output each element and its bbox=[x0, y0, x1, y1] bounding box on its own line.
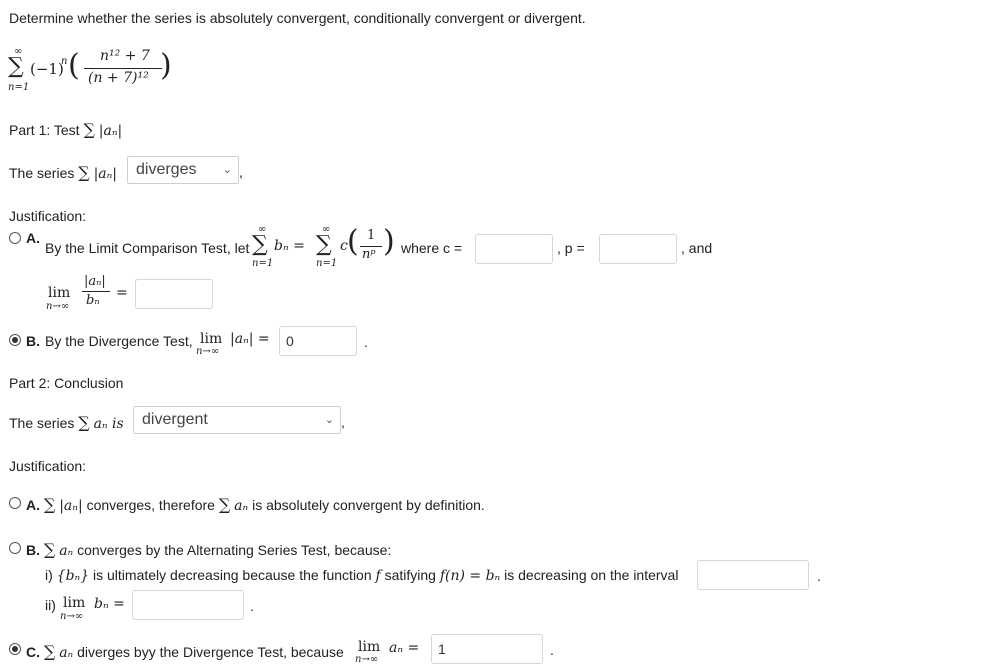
an-eq: aₙ = bbox=[389, 640, 420, 656]
comma: , bbox=[341, 414, 345, 430]
ratio-num: |aₙ| bbox=[84, 274, 106, 289]
lim-label: lim bbox=[358, 639, 381, 655]
sigma-icon: ∑ bbox=[83, 120, 95, 139]
sum-upper: ∞ bbox=[258, 224, 267, 235]
period: . bbox=[817, 568, 821, 584]
an: aₙ bbox=[234, 498, 249, 514]
part1-option-a-letter: A. bbox=[26, 230, 40, 246]
part2-series-line bbox=[9, 412, 124, 434]
sum-upper: ∞ bbox=[322, 224, 331, 235]
sigma-icon: ∑ bbox=[316, 232, 332, 257]
lim-sub: n→∞ bbox=[46, 301, 70, 312]
question-text: Determine whether the series is absolutely convergent, conditionally convergent or divergent. bbox=[9, 10, 586, 26]
abs-an-eq: |aₙ| = bbox=[230, 331, 270, 347]
comma: , bbox=[239, 164, 243, 180]
condition-i-text2: satifying bbox=[384, 567, 436, 583]
sigma-icon: ∑ bbox=[43, 642, 56, 661]
part2-option-b-letter: B. bbox=[26, 542, 40, 558]
part2-option-c-letter: C. bbox=[26, 644, 40, 660]
sigma-icon: ∑ bbox=[43, 540, 56, 559]
sum-lower-limit: n=1 bbox=[8, 82, 30, 93]
part2-option-a-radio[interactable] bbox=[9, 497, 21, 509]
lim-label: lim bbox=[63, 595, 86, 611]
part2-dropdown-value: divergent bbox=[142, 411, 208, 428]
sign-exponent: n bbox=[61, 56, 68, 67]
part2-title: Part 2: Conclusion bbox=[9, 375, 124, 391]
lim-label: lim bbox=[48, 285, 71, 301]
part1-divergence-limit-input[interactable]: 0 bbox=[279, 326, 357, 356]
an: aₙ bbox=[59, 543, 74, 559]
part1-option-b-radio[interactable] bbox=[9, 334, 21, 346]
sigma-icon: ∑ bbox=[43, 495, 56, 514]
lim-sub: n→∞ bbox=[196, 346, 220, 357]
part1-series-line bbox=[9, 162, 117, 184]
right-paren: ) bbox=[383, 224, 395, 259]
sigma-icon: ∑ bbox=[252, 232, 268, 257]
equals: = bbox=[116, 285, 128, 301]
part2-justification-label: Justification: bbox=[9, 458, 87, 474]
limit-value-input[interactable] bbox=[135, 279, 213, 309]
period: . bbox=[250, 598, 254, 614]
right-paren: ) bbox=[160, 48, 172, 83]
ratio-den: bₙ bbox=[86, 293, 100, 308]
part1-option-b-text: By the Divergence Test, bbox=[45, 333, 193, 349]
part2-divergence-limit-input[interactable]: 1 bbox=[431, 634, 543, 664]
condition-i bbox=[45, 567, 678, 584]
part1-sum-label: |aₙ| bbox=[98, 123, 123, 139]
interval-input[interactable] bbox=[697, 560, 809, 590]
part2-option-c bbox=[26, 641, 344, 663]
sigma-icon: ∑ bbox=[78, 163, 90, 182]
condition-i-prefix: i) bbox=[45, 567, 53, 583]
part2-option-a bbox=[26, 494, 485, 516]
part2-option-c-text: diverges byy the Divergence Test, because bbox=[77, 644, 344, 660]
part2-option-a-text1: converges, therefore bbox=[86, 497, 215, 513]
numerator: n¹² + 7 bbox=[100, 48, 150, 64]
chevron-down-icon: ⌄ bbox=[222, 164, 232, 176]
bn-limit-input[interactable] bbox=[132, 590, 244, 620]
period: . bbox=[550, 642, 554, 658]
sigma-icon: ∑ bbox=[218, 495, 231, 514]
fraction-bar bbox=[82, 291, 110, 292]
sigma-icon: ∑ bbox=[8, 54, 24, 79]
part2-an-is: aₙ is bbox=[93, 416, 124, 432]
part2-series-prefix: The series bbox=[9, 415, 75, 431]
part1-abs-an: |aₙ| bbox=[93, 166, 118, 182]
sum-lower: n=1 bbox=[252, 258, 274, 269]
where-c-label: where c = bbox=[401, 240, 463, 256]
period: . bbox=[364, 334, 368, 350]
part1-justification-label: Justification: bbox=[9, 208, 87, 224]
condition-i-text3: is decreasing on the interval bbox=[504, 567, 679, 583]
sign-term: (−1) bbox=[30, 60, 64, 78]
sum-upper-limit: ∞ bbox=[14, 46, 23, 57]
bn-eq: bₙ = bbox=[94, 596, 125, 612]
part2-option-b-text: converges by the Alternating Series Test, because: bbox=[77, 542, 392, 558]
an: aₙ bbox=[59, 645, 74, 661]
c-value-input[interactable] bbox=[475, 234, 553, 264]
chevron-down-icon: ⌄ bbox=[324, 414, 334, 426]
and-label: , and bbox=[681, 240, 713, 256]
part2-option-b-radio[interactable] bbox=[9, 542, 21, 554]
left-paren: ( bbox=[68, 48, 80, 83]
abs-an: |aₙ| bbox=[59, 498, 83, 514]
part2-option-b bbox=[26, 539, 391, 561]
frac-den: nᵖ bbox=[362, 247, 376, 262]
part2-option-a-letter: A. bbox=[26, 497, 40, 513]
sum-lower: n=1 bbox=[316, 258, 338, 269]
condition-ii-prefix: ii) bbox=[45, 597, 56, 613]
bn-set: {bₙ} bbox=[56, 568, 90, 584]
part1-option-b-letter: B. bbox=[26, 333, 40, 349]
part1-dropdown[interactable] bbox=[127, 156, 239, 184]
denominator: (n + 7)¹² bbox=[88, 70, 149, 86]
part2-option-a-text2: is absolutely convergent by definition. bbox=[252, 497, 485, 513]
part1-title-text: Part 1: Test bbox=[9, 122, 80, 138]
p-value-input[interactable] bbox=[599, 234, 677, 264]
sigma-icon: ∑ bbox=[78, 413, 90, 432]
part2-dropdown[interactable] bbox=[133, 406, 341, 434]
bn-definition bbox=[252, 224, 402, 270]
bn-eq: bₙ = bbox=[274, 238, 305, 254]
limit-ratio bbox=[46, 272, 136, 316]
p-label: , p = bbox=[557, 240, 585, 256]
part1-dropdown-value: diverges bbox=[136, 161, 197, 178]
f-symbol: f bbox=[375, 568, 381, 584]
frac-num: 1 bbox=[367, 228, 376, 243]
part1-option-a-radio[interactable] bbox=[9, 232, 21, 244]
left-paren: ( bbox=[347, 224, 359, 259]
series-expression bbox=[8, 46, 178, 96]
lim-label: lim bbox=[200, 331, 223, 347]
part1-title bbox=[9, 119, 122, 141]
part1-option-a-text: By the Limit Comparison Test, let bbox=[45, 240, 250, 256]
lim-sub: n→∞ bbox=[355, 654, 379, 665]
fraction-bar bbox=[84, 68, 162, 69]
c-term: c bbox=[340, 238, 348, 254]
part2-option-c-radio[interactable] bbox=[9, 643, 21, 655]
condition-i-text1: is ultimately decreasing because the function bbox=[93, 567, 372, 583]
fn-eq-bn: f(n) = bₙ bbox=[439, 568, 501, 584]
lim-sub: n→∞ bbox=[60, 611, 84, 622]
part1-series-prefix: The series bbox=[9, 165, 75, 181]
